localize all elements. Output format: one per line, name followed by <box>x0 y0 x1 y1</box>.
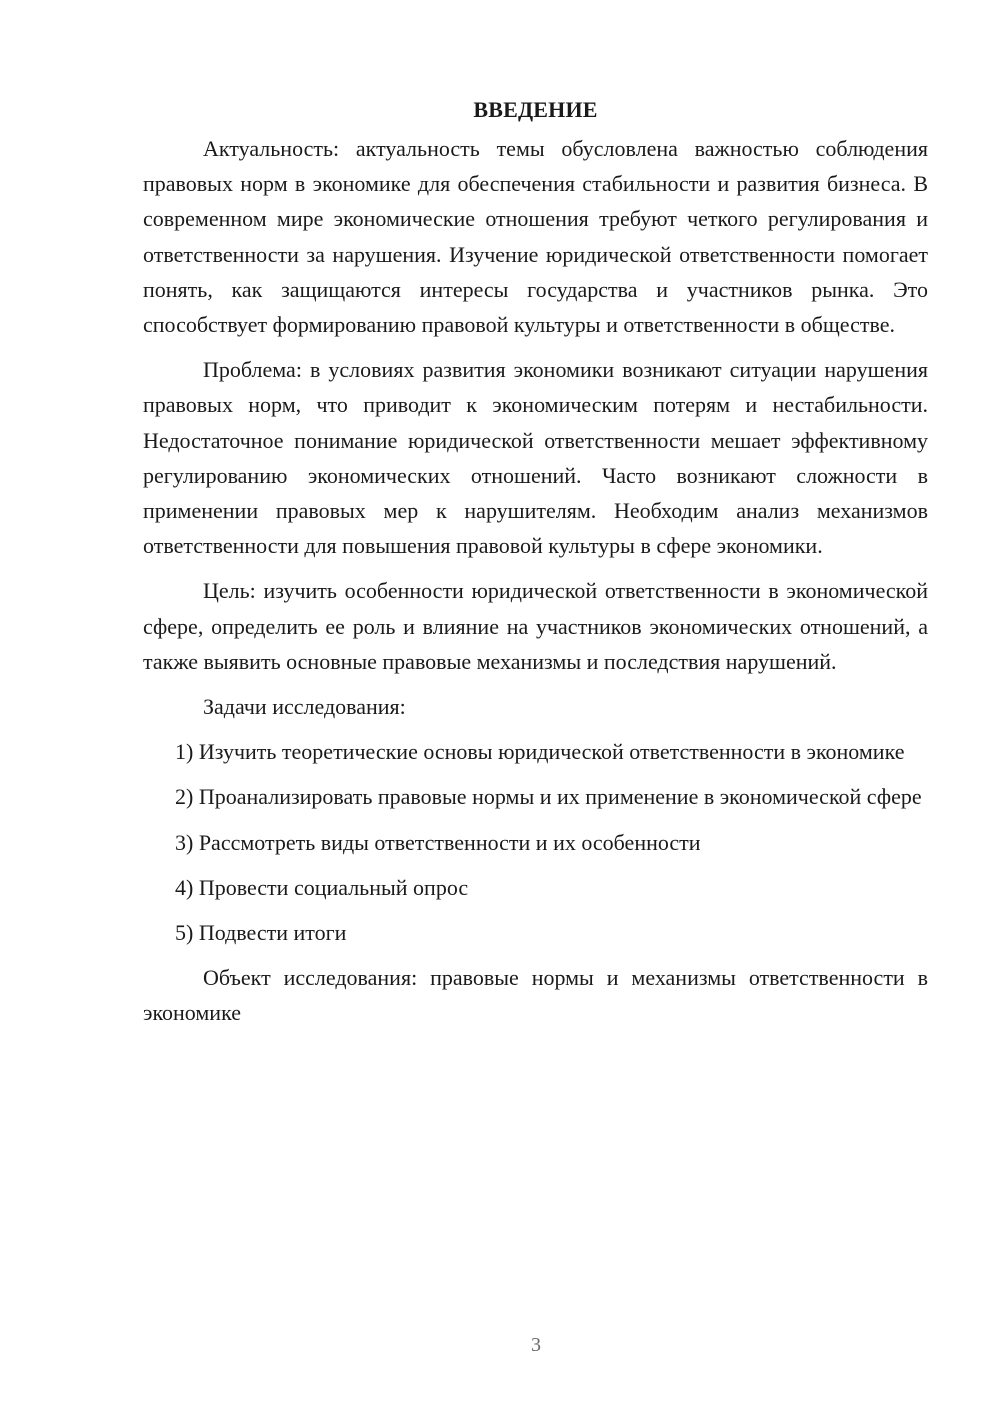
tasks-heading: Задачи исследования: <box>203 694 406 720</box>
section-title: ВВЕДЕНИЕ <box>473 97 598 122</box>
task-item: 3) Рассмотреть виды ответственности и их особенности <box>175 829 701 855</box>
paragraph-object: Объект исследования: правовые нормы и механизмы ответственности в экономике <box>143 965 928 1026</box>
page-number: 3 <box>531 1334 541 1356</box>
task-item: 1) Изучить теоретические основы юридической ответственности в экономике <box>175 739 905 765</box>
paragraph-goal: Цель: изучить особенности юридической ответственности в экономической сфере, определить ее роль и влияние на участников экономических отношений, а также выявить основные правовые механизмы и последствия нарушений. <box>143 578 928 674</box>
task-item: 4) Провести социальный опрос <box>175 874 469 900</box>
page-content <box>143 92 928 1041</box>
paragraph-relevance: Актуальность: актуальность темы обусловлена важностью соблюдения правовых норм в экономике для обеспечения стабильности и развития бизнеса. В современном мире экономические отношения требуют четкого регулирования и ответственности за нарушения. Изучение юридической ответственности помогает понять, как защищаются интересы государства и участников рынка. Это способствует формированию правовой культуры и ответственности в обществе. <box>143 136 928 338</box>
task-item: 2) Проанализировать правовые нормы и их применение в экономической сфере <box>175 784 922 810</box>
task-item: 5) Подвести итоги <box>175 920 347 946</box>
paragraph-problem: Проблема: в условиях развития экономики возникают ситуации нарушения правовых норм, что приводит к экономическим потерям и нестабильности. Недостаточное понимание юридической ответственности мешает эффективному регулированию экономических отношений. Часто возникают сложности в применении правовых мер к нарушителям. Необходим анализ механизмов ответственности для повышения правовой культуры в сфере экономики. <box>143 357 928 559</box>
